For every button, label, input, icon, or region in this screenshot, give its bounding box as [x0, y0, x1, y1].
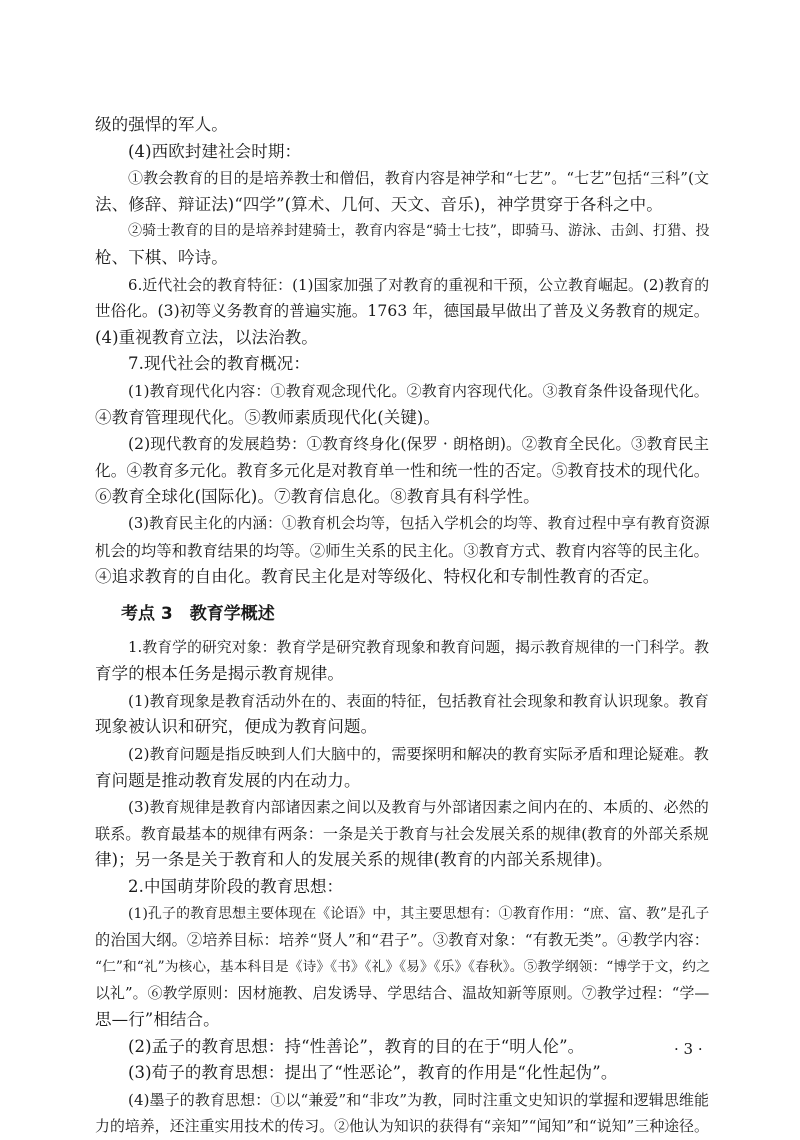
text-line: 1.教育学的研究对象：教育学是研究教育现象和教育问题，揭示教育规律的一门科学。教	[128, 638, 710, 656]
text-line: 以礼”。⑥教学原则：因材施教、启发诱导、学思结合、温故知新等原则。⑦教学过程：“学—	[95, 984, 710, 1003]
text-line: (2)教育问题是指反映到人们大脑中的，需要探明和解决的教育实际矛盾和理论疑难。教	[128, 745, 709, 764]
page-content	[95, 112, 709, 1140]
text-line: (3)荀子的教育思想：提出了“性恶论”，教育的作用是“化性起伪”。	[128, 1063, 618, 1083]
text-line: 现象被认识和研究，便成为教育问题。	[95, 717, 378, 737]
text-block-before-heading	[95, 112, 709, 591]
text-line: (3)教育规律是教育内部诸因素之间以及教育与外部诸因素之间内在的、本质的、必然的	[128, 798, 709, 817]
text-line: 级的强悍的军人。	[95, 115, 228, 134]
text-line: ④追求教育的自由化。教育民主化是对等级化、特权化和专制性教育的否定。	[95, 567, 660, 587]
text-line: (1)教育现代化内容：①教育观念现代化。②教育内容现代化。③教育条件设备现代化。	[128, 381, 709, 400]
text-line: (2)现代教育的发展趋势：①教育终身化(保罗 · 朗格朗)。②教育全民化。③教育民主	[128, 435, 710, 454]
text-line: 育学的根本任务是揭示教育规律。	[95, 664, 344, 684]
text-line: 律)；另一条是关于教育和人的发展关系的规律(教育的内部关系规律)。	[95, 850, 613, 870]
text-line: (1)孔子的教育思想主要体现在《论语》中，其主要思想有：①教育作用：“庶、富、教”是孔子	[128, 905, 710, 922]
text-line: ⑥教育全球化(国际化)。⑦教育信息化。⑧教育具有科学性。	[95, 487, 540, 507]
text-line: 法、修辞、辩证法)“四学”(算术、几何、天文、音乐)，神学贯穿于各科之中。	[95, 194, 663, 214]
text-line: (4)西欧封建社会时期：	[128, 141, 302, 161]
text-line: ④教育管理现代化。⑤教师素质现代化(关键)。	[95, 407, 441, 427]
text-line: (4)重视教育立法，以法治教。	[95, 327, 318, 347]
text-line: (4)墨子的教育思想：①以“兼爱”和“非攻”为教，同时注重文史知识的掌握和逻辑思维能	[128, 1090, 710, 1109]
text-line: ②骑士教育的目的是培养封建骑士，教育内容是“骑士七技”，即骑马、游泳、击剑、打猎、投	[128, 223, 710, 240]
text-line: 思—行”相结合。	[95, 1010, 220, 1029]
text-line: 机会的均等和教育结果的均等。②师生关系的民主化。③教育方式、教育内容等的民主化。	[95, 541, 709, 560]
text-line: 6.近代社会的教育特征：(1)国家加强了对教育的重视和干预，公立教育崛起。(2)教育的	[128, 275, 710, 294]
text-line: (3)教育民主化的内涵：①教育机会均等，包括入学机会的均等、教育过程中享有教育资源	[128, 514, 710, 532]
text-line: 力的培养，还注重实用技术的传习。②他认为知识的获得有“亲知”“闻知”和“说知”三种途径。	[95, 1117, 709, 1136]
text-line: 2.中国萌芽阶段的教育思想：	[128, 877, 344, 897]
page-number: · 3 ·	[674, 1040, 703, 1058]
text-line: (2)孟子的教育思想：持“性善论”，教育的目的在于“明人伦”。	[128, 1036, 585, 1056]
text-line: ①教会教育的目的是培养教士和僧侣，教育内容是神学和“七艺”。“七艺”包括“三科”(文	[128, 169, 710, 188]
text-line: “仁”和“礼”为核心，基本科目是《诗》《书》《礼》《易》《乐》《春秋》。⑤教学纲领：“博学于文，约之	[95, 958, 710, 975]
text-line: (1)教育现象是教育活动外在的、表面的特征，包括教育社会现象和教育认识现象。教育	[128, 691, 709, 710]
text-line: 联系。教育最基本的规律有两条：一条是关于教育与社会发展关系的规律(教育的外部关系规	[95, 824, 709, 843]
text-line: 育问题是推动教育发展的内在动力。	[95, 770, 361, 790]
text-line: 世俗化。(3)初等义务教育的普遍实施。1763 年，德国最早做出了普及义务教育的规定。	[95, 302, 710, 321]
text-line: 枪、下棋、吟诗。	[95, 247, 228, 267]
text-line: 7.现代社会的教育概况：	[128, 354, 310, 374]
section-heading: 考点 3 教育学概述	[121, 603, 275, 624]
text-line: 的治国大纲。②培养目标：培养“贤人”和“君子”。③教育对象：“有教无类”。④教学内容：	[95, 931, 710, 950]
text-line: 化。④教育多元化。教育多元化是对教育单一性和统一性的否定。⑤教育技术的现代化。	[95, 460, 710, 480]
text-block-after-heading	[95, 635, 709, 1140]
